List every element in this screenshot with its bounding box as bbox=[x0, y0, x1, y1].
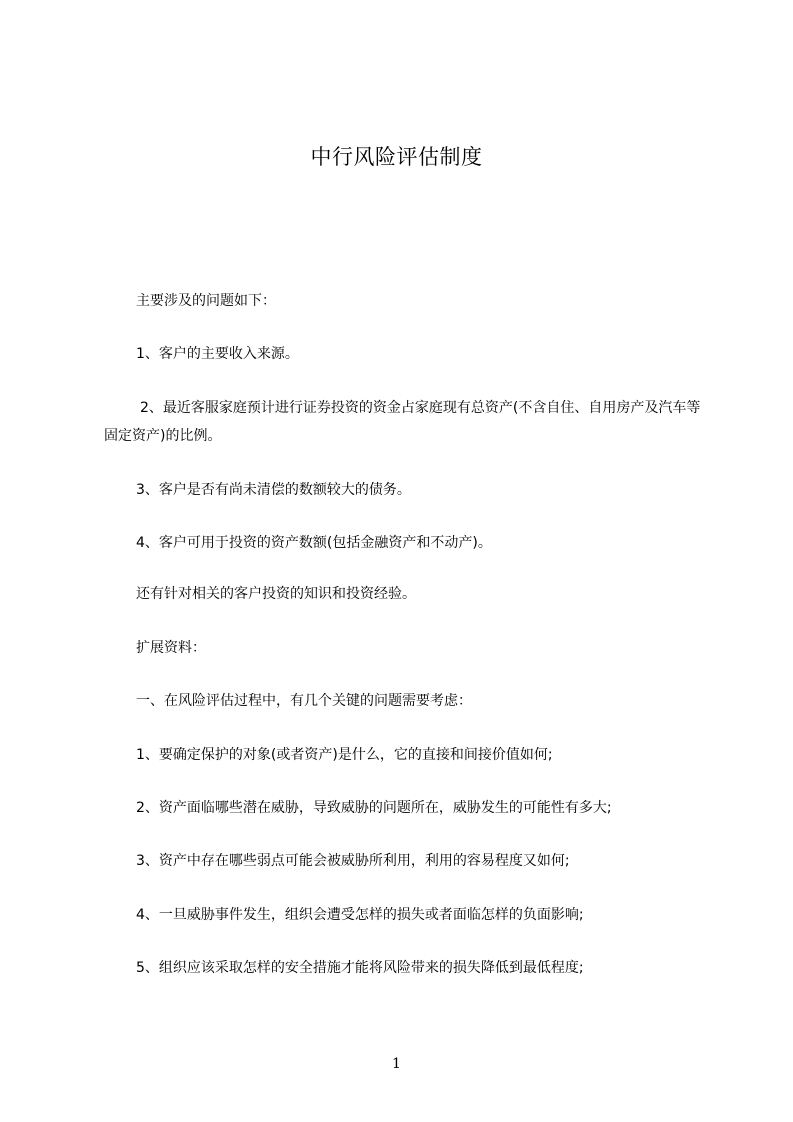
paragraph-item-3: 3、客户是否有尚未清偿的数额较大的债务。 bbox=[136, 482, 411, 498]
paragraph-item-4: 4、客户可用于投资的资产数额(包括金融资产和不动产)。 bbox=[136, 535, 492, 551]
paragraph-section-one: 一、在风险评估过程中，有几个关键的问题需要考虑： bbox=[136, 693, 472, 709]
document-title: 中行风险评估制度 bbox=[310, 145, 483, 169]
paragraph-question-2: 2、资产面临哪些潜在威胁，导致威胁的问题所在，威胁发生的可能性有多大; bbox=[136, 800, 612, 816]
paragraph-question-3: 3、资产中存在哪些弱点可能会被威胁所利用，利用的容易程度又如何; bbox=[136, 853, 570, 869]
paragraph-extended-heading: 扩展资料： bbox=[136, 640, 206, 656]
paragraph-question-4: 4、一旦威胁事件发生，组织会遭受怎样的损失或者面临怎样的负面影响; bbox=[136, 907, 584, 923]
paragraph-question-5: 5、组织应该采取怎样的安全措施才能将风险带来的损失降低到最低程度; bbox=[136, 960, 584, 976]
paragraph-intro: 主要涉及的问题如下： bbox=[136, 293, 276, 309]
paragraph-question-1: 1、要确定保护的对象(或者资产)是什么，它的直接和间接价值如何; bbox=[136, 747, 553, 763]
paragraph-knowledge: 还有针对相关的客户投资的知识和投资经验。 bbox=[136, 586, 416, 602]
paragraph-item-2: 2、最近客服家庭预计进行证券投资的资金占家庭现有总资产(不含自住、自用房产及汽车等固定资产)的比例。 bbox=[104, 400, 701, 444]
page-number: 1 bbox=[392, 1056, 401, 1072]
paragraph-item-1: 1、客户的主要收入来源。 bbox=[136, 346, 299, 362]
